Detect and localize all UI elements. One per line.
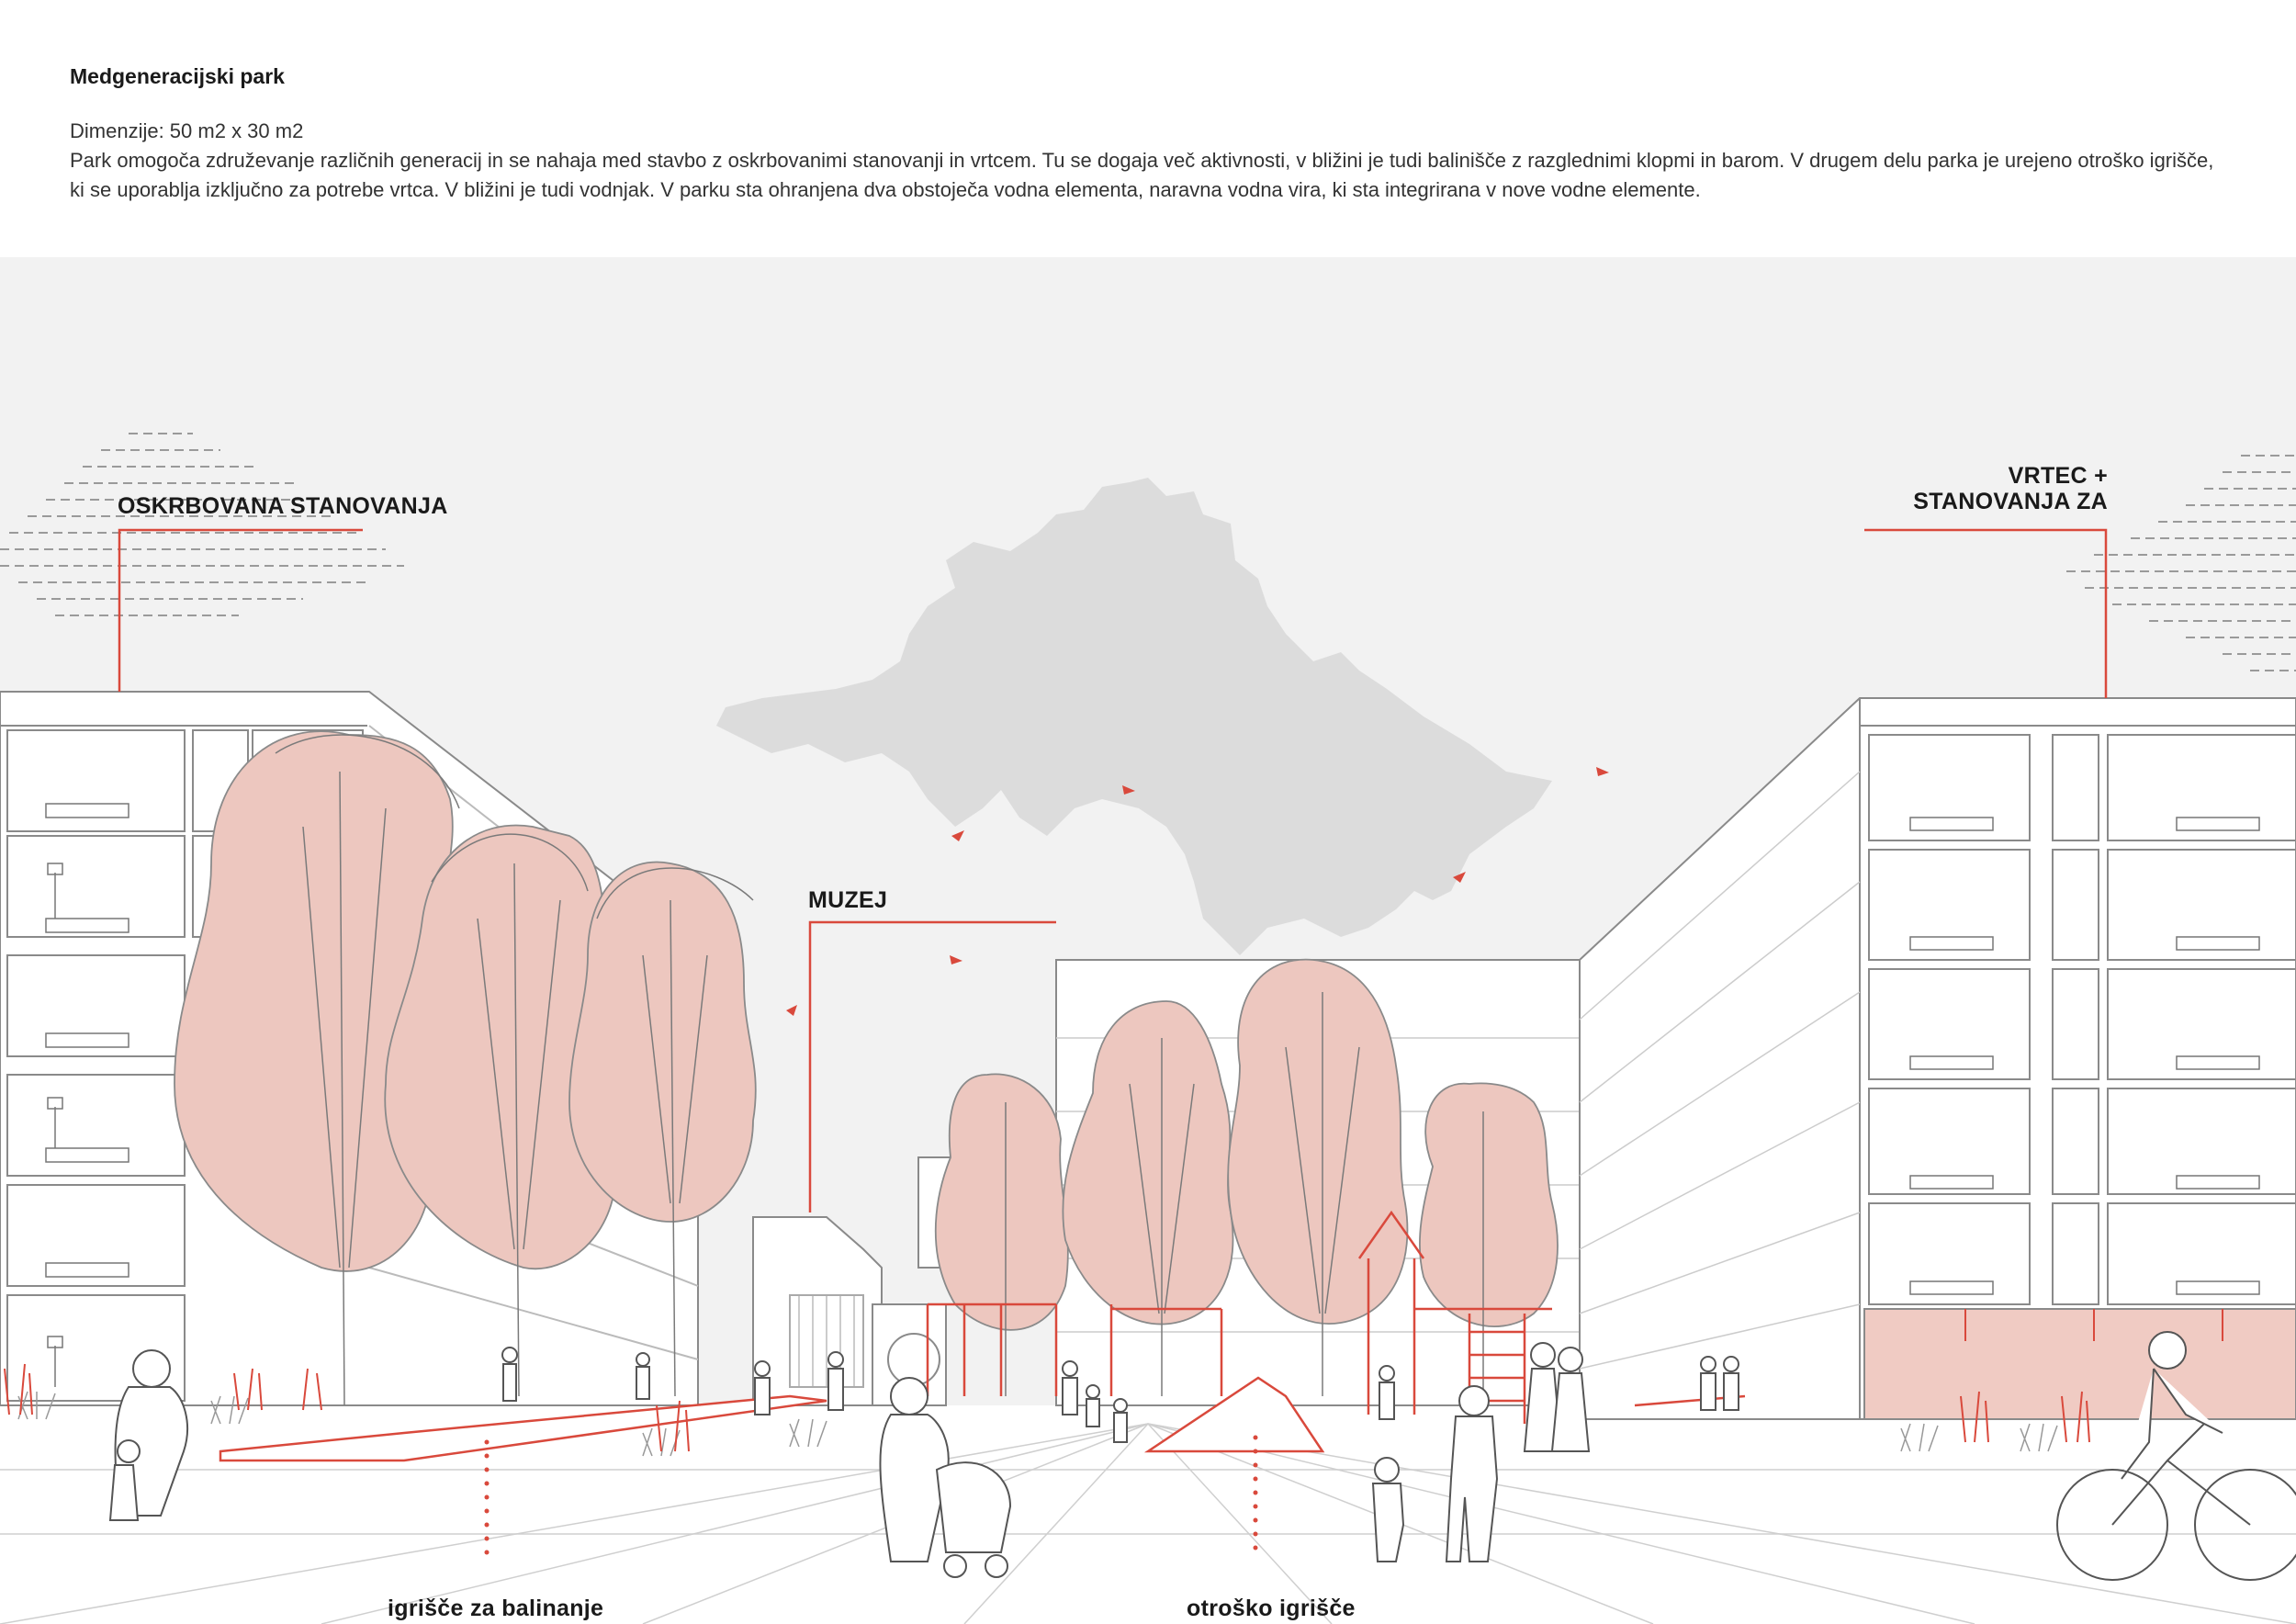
tree-canopy bbox=[1420, 1083, 1558, 1326]
tree-canopy bbox=[1228, 960, 1407, 1324]
leader-bocce bbox=[485, 1440, 490, 1555]
description-text: Park omogoča združevanje različnih generacij in se nahaja med stavbo z oskrbovanimi stanovanji in vrtcem. Tu se dogaja več aktivnosti, v bližini je tudi balinišče z razglednimi klopmi in barom. V drugem delu parka je urejeno otroško igrišče, ki se uporablja izključno za potrebe vrtca. V bližini je tudi vodnjak. V parku sta ohranjena dva obstoječa vodna elementa, naravna vodna vira, ki sta integrirana v nove vodne elemente. bbox=[70, 149, 2214, 201]
label-museum: MUZEJ bbox=[808, 887, 888, 913]
dimensions-text: Dimenzije: 50 m2 x 30 m2 bbox=[70, 119, 304, 142]
park-section-illustration bbox=[0, 257, 2296, 1624]
label-bocce-court: igrišče za balinanje bbox=[388, 1596, 604, 1621]
page-title: Medgeneracijski park bbox=[70, 64, 285, 88]
label-right-building-line2: STANOVANJA ZA bbox=[1913, 489, 2108, 514]
leader-playground bbox=[1254, 1436, 1258, 1551]
illustration-canvas bbox=[0, 257, 2296, 1624]
description-header bbox=[70, 64, 2228, 205]
label-left-building: OSKRBOVANA STANOVANJA bbox=[118, 493, 448, 519]
tree-canopy bbox=[936, 1074, 1068, 1330]
label-right-building-line1: VRTEC + bbox=[2008, 463, 2108, 489]
label-playground: otroško igrišče bbox=[1187, 1596, 1356, 1621]
